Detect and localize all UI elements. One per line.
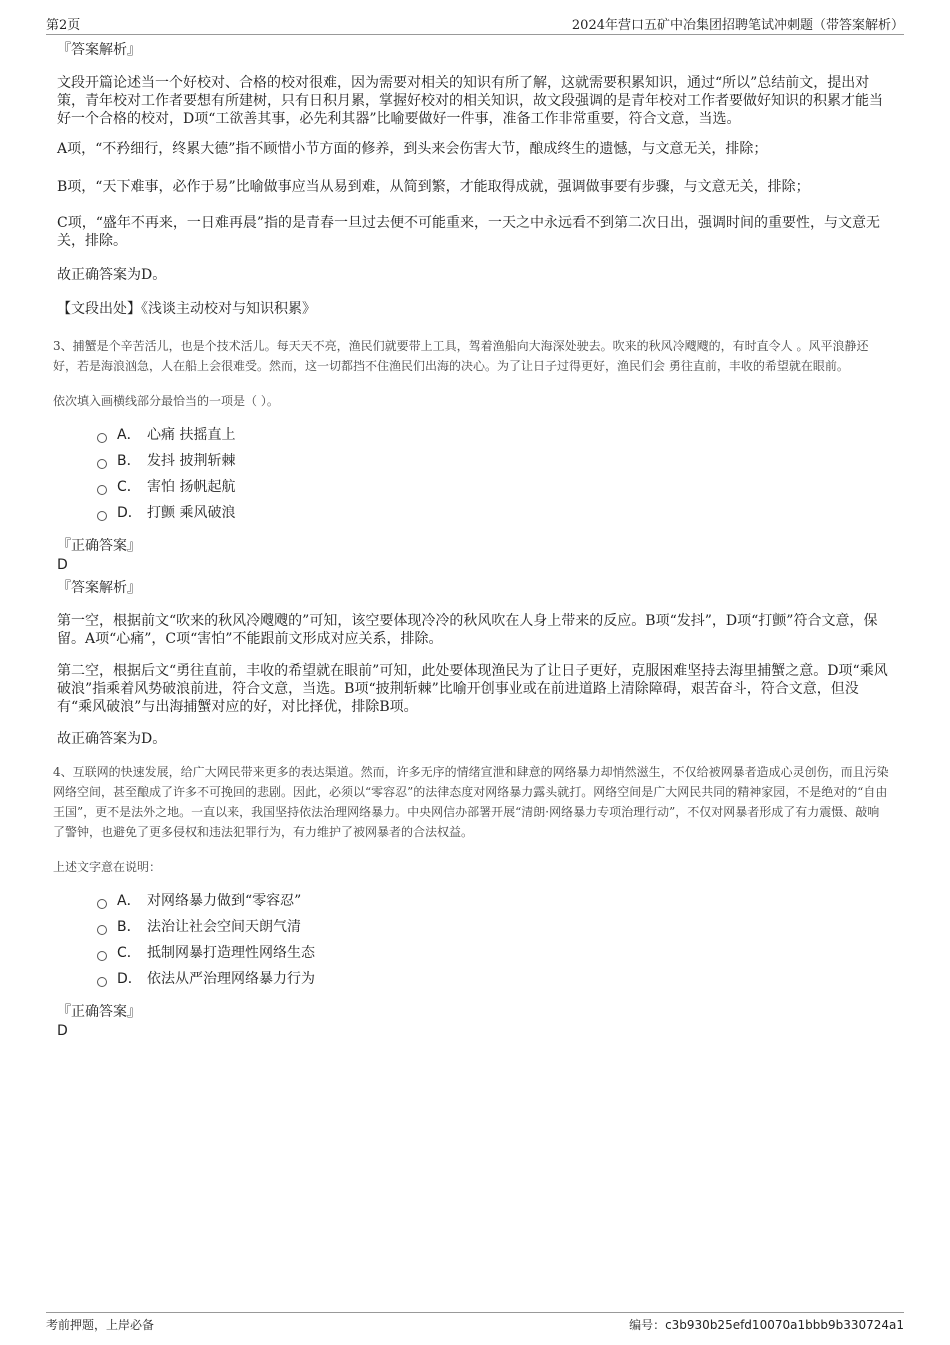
doc-title: 2024年营口五矿中冶集团招聘笔试冲刺题（带答案解析）	[571, 18, 904, 33]
option-c[interactable]: C． 害怕 扬帆起航	[97, 474, 889, 500]
page-content	[53, 40, 889, 1044]
radio-icon[interactable]	[97, 485, 107, 495]
question-3-options	[97, 422, 889, 526]
option-d[interactable]: D． 打颤 乘风破浪	[97, 500, 889, 526]
question-3-text: 3、捕蟹是个辛苦活儿，也是个技术活儿。每天天不亮，渔民们就要带上工具，驾着渔船向大海深处驶去。吹来的秋风冷飕飕的，有时直令人 。风平浪静还好，若是海浪汹急，人在船上会很难受。然而，这一切都挡不住渔民们出海的决心。为了让日子过得更好，渔民们会 勇往直前，丰收的希望就在眼前。	[53, 339, 869, 373]
option-a[interactable]: A． 心痛 扶摇直上	[97, 422, 889, 448]
correct-answer: D	[57, 557, 68, 573]
footer-slogan: 考前押题，上岸必备	[46, 1318, 155, 1332]
radio-icon[interactable]	[97, 951, 107, 961]
answer-analysis-label: 『答案解析』	[57, 580, 141, 596]
radio-icon[interactable]	[97, 459, 107, 469]
question-4-options	[97, 888, 889, 992]
page-footer	[46, 1312, 904, 1333]
option-b[interactable]: B． 发抖 披荆斩棘	[97, 448, 889, 474]
radio-icon[interactable]	[97, 433, 107, 443]
radio-icon[interactable]	[97, 977, 107, 987]
option-b[interactable]: B． 法治让社会空间天朗气清	[97, 914, 889, 940]
correct-answer-label: 『正确答案』	[57, 538, 141, 554]
source-citation: 【文段出处】《浅谈主动校对与知识积累》	[57, 301, 316, 317]
analysis-paragraph: 第一空，根据前文“吹来的秋风冷飕飕的”可知，该空要体现冷冷的秋风吹在人身上带来的反应。B项“发抖”，D项“打颤”符合文意，保留。A项“心痛”，C项“害怕”不能跟前文形成对应关系，排除。	[57, 613, 878, 647]
analysis-conclusion: 故正确答案为D。	[57, 267, 167, 283]
doc-code: 编号：c3b930b25efd10070a1bbb9b330724a1	[629, 1318, 904, 1332]
page-header	[46, 12, 904, 35]
page-number: 第2页	[46, 18, 81, 33]
analysis-paragraph: 第二空，根据后文“勇往直前，丰收的希望就在眼前”可知，此处要体现渔民为了让日子更好，克服困难坚持去海里捕蟹之意。D项“乘风破浪”指乘着风势破浪前进，符合文意，当选。B项“披荆斩棘”比喻开创事业或在前进道路上清除障碍，艰苦奋斗，符合文意，但没有“乘风破浪”与出海捕蟹对应的好，对比择优，排除B项。	[57, 663, 888, 715]
answer-analysis-label: 『答案解析』	[57, 42, 141, 58]
correct-answer-label: 『正确答案』	[57, 1004, 141, 1020]
option-c[interactable]: C． 抵制网暴打造理性网络生态	[97, 940, 889, 966]
radio-icon[interactable]	[97, 511, 107, 521]
analysis-paragraph: B项，“天下难事，必作于易”比喻做事应当从易到难，从简到繁，才能取得成就，强调做事要有步骤，与文意无关，排除；	[57, 179, 810, 195]
question-4-text: 4、互联网的快速发展，给广大网民带来更多的表达渠道。然而，许多无序的情绪宣泄和肆意的网络暴力却悄然滋生，不仅给被网暴者造成心灵创伤，而且污染网络空间，甚至酿成了许多不可挽回的悲剧。因此，必须以“零容忍”的法律态度对网络暴力露头就打。网络空间是广大网民共同的精神家园，不是绝对的“自由王国”，更不是法外之地。一直以来，我国坚持依法治理网络暴力。中央网信办部署开展“清朗·网络暴力专项治理行动”，不仅对网暴者形成了有力震慑、敲响了警钟，也避免了更多侵权和违法犯罪行为，有力维护了被网暴者的合法权益。	[53, 765, 889, 839]
option-d[interactable]: D． 依法从严治理网络暴力行为	[97, 966, 889, 992]
analysis-conclusion: 故正确答案为D。	[57, 731, 167, 747]
radio-icon[interactable]	[97, 899, 107, 909]
question-3-prompt: 依次填入画横线部分最恰当的一项是（ ）。	[53, 394, 279, 408]
option-a[interactable]: A． 对网络暴力做到“零容忍”	[97, 888, 889, 914]
question-4-prompt: 上述文字意在说明：	[53, 860, 162, 874]
correct-answer: D	[57, 1023, 68, 1039]
analysis-paragraph: C项，“盛年不再来，一日难再晨”指的是青春一旦过去便不可能重来，一天之中永远看不到第二次日出，强调时间的重要性，与文意无关，排除。	[57, 215, 881, 249]
analysis-paragraph: 文段开篇论述当一个好校对、合格的校对很难，因为需要对相关的知识有所了解，这就需要积累知识，通过“所以”总结前文，提出对策，青年校对工作者要想有所建树，只有日积月累，掌握好校对的相关知识，故文段强调的是青年校对工作者要做好知识的积累才能当好一个合格的校对，D项“工欲善其事，必先利其器”比喻要做好一件事，准备工作非常重要，符合文意，当选。	[57, 75, 883, 127]
analysis-paragraph: A项，“不矜细行，终累大德”指不顾惜小节方面的修养，到头来会伤害大节，酿成终生的遗憾，与文意无关，排除；	[57, 141, 768, 157]
radio-icon[interactable]	[97, 925, 107, 935]
